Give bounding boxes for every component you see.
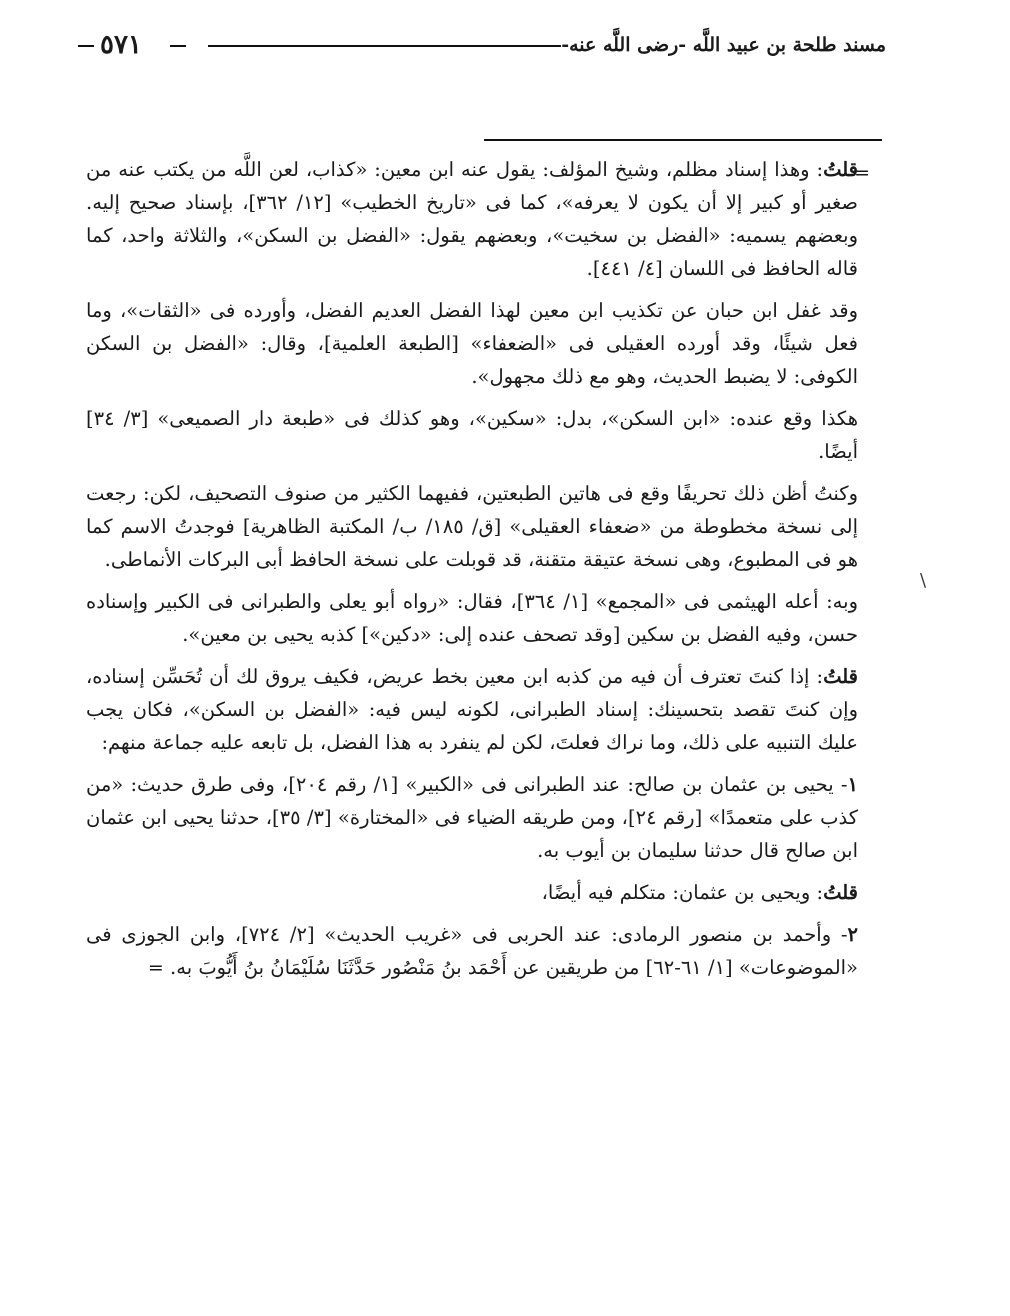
paragraph-text: : إذا كنتَ تعترف أن فيه من كذبه ابن معين بخط عريض، فكيف يروق لك أن تُحَسِّن إسناده، وإن كنتَ تقصد بتحسينك: إسناد الطبرانى، لكونه ليس فيه: «الفضل بن السكن»، فكان يجب عليك التنبيه على ذلك، وما نراك فعلتَ، لكن لم ينفرد به هذا الفضل، بل تابعه عليه جماعة منهم: bbox=[86, 665, 858, 754]
paragraph-lead: ١ bbox=[847, 773, 858, 796]
margin-mark: \ bbox=[920, 570, 927, 591]
footnote-paragraph bbox=[86, 477, 858, 576]
header-dash bbox=[170, 45, 186, 47]
footnote-paragraph bbox=[86, 876, 858, 909]
page-number: ٥٧١ bbox=[100, 30, 142, 60]
paragraph-text: هكذا وقع عنده: «ابن السكن»، بدل: «سكين»، وهو كذلك فى «طبعة دار الصميعى» [٣/ ٣٤] أيضًا. bbox=[86, 407, 858, 463]
paragraph-text: وبه: أعله الهيثمى فى «المجمع» [١/ ٣٦٤]، فقال: «رواه أبو يعلى والطبرانى فى الكبير وإسناده حسن، وفيه الفضل بن سكين [وقد تصحف عنده إلى: «دكين»] كذبه يحيى بن معين». bbox=[86, 590, 858, 646]
continuation-marker-bottom: = bbox=[147, 957, 164, 979]
continuation-marker-top: = bbox=[854, 162, 870, 184]
paragraph-text: : ويحيى بن عثمان: متكلم فيه أيضًا، bbox=[541, 881, 824, 904]
footnote-paragraph bbox=[86, 153, 858, 285]
paragraph-lead: ٢ bbox=[847, 923, 858, 946]
footnote-paragraph bbox=[86, 918, 858, 985]
footnote-paragraph bbox=[86, 585, 858, 651]
running-header bbox=[78, 30, 886, 64]
paragraph-text: وقد غفل ابن حبان عن تكذيب ابن معين لهذا الفضل العديم الفضل، وأورده فى «الثقات»، وما فعل شيئًا، وقد أورده العقيلى فى «الضعفاء» [الطبعة العلمية]، وقال: «الفضل بن السكن الكوفى: لا يضبط الحديث، وهو مع ذلك مجهول». bbox=[86, 299, 858, 388]
footnote-paragraph bbox=[86, 660, 858, 759]
header-dash bbox=[78, 45, 94, 47]
paragraph-text: وكنتُ أظن ذلك تحريفًا وقع فى هاتين الطبعتين، ففيهما الكثير من صنوف التصحيف، لكن: رجعت إلى نسخة مخطوطة من «ضعفاء العقيلى» [ق/ ١٨٥/ ب/ المكتبة الظاهرية] فوجدتُ الاسم كما هو فى المطبوع، وهى نسخة عتيقة متقنة، قد قوبلت على نسخة الحافظ أبى البركات الأنماطى. bbox=[86, 482, 858, 571]
paragraph-lead: قلتُ bbox=[823, 881, 858, 904]
header-rule bbox=[208, 45, 561, 47]
footnote-separator bbox=[484, 139, 882, 141]
paragraph-text: - وأحمد بن منصور الرمادى: عند الحربى فى «غريب الحديث» [٢/ ٧٢٤]، وابن الجوزى فى «الموضوعات» [١/ ٦١-٦٢] من طريقين عن أَحْمَد بنُ مَنْصُور حَدَّثَنَا سُلَيْمَانُ بنُ أَيُّوبَ به. bbox=[86, 923, 858, 979]
paragraph-text: - يحيى بن عثمان بن صالح: عند الطبرانى فى «الكبير» [١/ رقم ٢٠٤]، وفى طرق حديث: «من كذب على متعمدًا» [رقم ٢٤]، ومن طريقه الضياء فى «المختارة» [٣/ ٣٥]، حدثنا يحيى ابن عثمان ابن صالح قال حدثنا سليمان بن أيوب به. bbox=[86, 773, 858, 862]
paragraph-text: : وهذا إسناد مظلم، وشيخ المؤلف: يقول عنه ابن معين: «كذاب، لعن اللَّه من يكتب عنه من صغير أو كبير إلا أن يكون لا يعرفه»، كما فى «تاريخ الخطيب» [١٢/ ٣٦٢]، بإسناد صحيح إليه. وبعضهم يسميه: «الفضل بن سخيت»، وبعضهم يقول: «الفضل بن السكن»، والثلاثة واحد، كما قاله الحافظ فى اللسان [٤/ ٤٤١]. bbox=[86, 158, 858, 280]
footnote-paragraph bbox=[86, 294, 858, 393]
running-title: مسند طلحة بن عبيد اللَّه -رضى اللَّه عنه- bbox=[561, 34, 886, 56]
footnote-body bbox=[86, 153, 858, 994]
footnote-paragraph bbox=[86, 402, 858, 468]
footnote-paragraph bbox=[86, 768, 858, 867]
paragraph-lead: قلتُ bbox=[823, 158, 858, 181]
paragraph-lead: قلتُ bbox=[823, 665, 858, 688]
